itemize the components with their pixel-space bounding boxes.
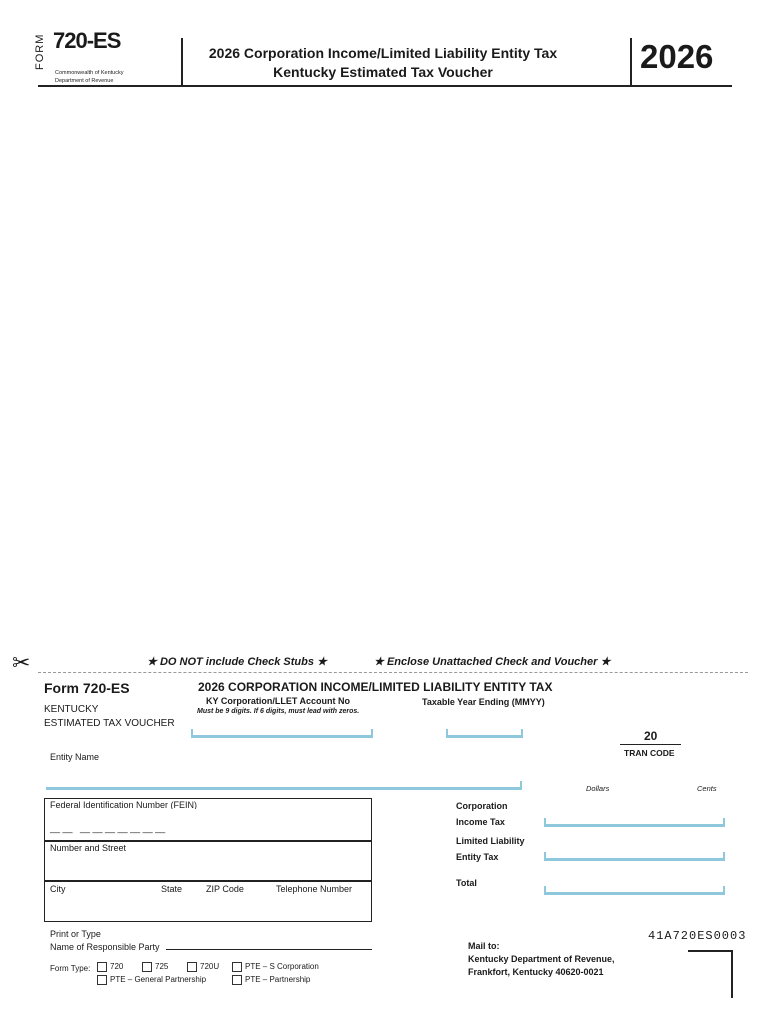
form-type-720[interactable]: 720: [97, 962, 123, 972]
voucher-subtitle: ESTIMATED TAX VOUCHER: [44, 718, 175, 729]
corp-label-1: Corporation: [456, 801, 508, 811]
state-label: State: [161, 884, 183, 894]
entity-name-label: Entity Name: [50, 752, 100, 762]
checkbox[interactable]: [232, 975, 242, 985]
total-field[interactable]: [544, 892, 725, 895]
city-label: City: [50, 884, 66, 894]
mail-address-line-2: Frankfort, Kentucky 40620-0021: [468, 967, 604, 977]
zip-label: ZIP Code: [206, 884, 244, 894]
form-type-pte-general-partnership[interactable]: PTE – General Partnership: [97, 975, 206, 985]
star-icon: ★: [147, 656, 157, 668]
account-number-field[interactable]: [191, 735, 373, 738]
header-rule: [38, 85, 732, 87]
form-type-pte-s-corp[interactable]: PTE – S Corporation: [232, 962, 319, 972]
header-divider-right: [630, 38, 632, 86]
year-prefix: 20: [644, 729, 658, 743]
mail-address-line-1: Kentucky Department of Revenue,: [468, 954, 615, 964]
form-type-pte-partnership[interactable]: PTE – Partnership: [232, 975, 310, 985]
corp-income-tax-field[interactable]: [544, 824, 725, 827]
address-box: [44, 798, 372, 922]
voucher-state: KENTUCKY: [44, 704, 99, 715]
llet-label-1: Limited Liability: [456, 836, 525, 846]
agency-line-2: Department of Revenue: [55, 78, 114, 84]
total-label: Total: [456, 878, 477, 888]
checkbox[interactable]: [97, 975, 107, 985]
corp-label-2: Income Tax: [456, 817, 505, 827]
account-note: Must be 9 digits. If 6 digits, must lead with zeros.: [197, 708, 360, 715]
form-type-725[interactable]: 725: [142, 962, 168, 972]
star-icon: ★: [317, 656, 327, 668]
form-number: 720-ES: [53, 28, 121, 53]
phone-label: Telephone Number: [276, 884, 353, 894]
year-prefix-rule: [620, 744, 681, 745]
checkbox[interactable]: [232, 962, 242, 972]
form-type-label: Form Type:: [50, 964, 91, 973]
checkbox[interactable]: [97, 962, 107, 972]
form-label: FORM: [34, 33, 46, 70]
print-label-2: Name of Responsible Party: [50, 942, 160, 952]
taxable-year-field[interactable]: [446, 735, 523, 738]
llet-tax-field[interactable]: [544, 858, 725, 861]
star-icon: ★: [600, 656, 611, 668]
corner-mark: [688, 950, 733, 952]
cents-label: Cents: [697, 784, 717, 793]
taxable-year-label: Taxable Year Ending (MMYY): [422, 697, 545, 707]
form-type-720u[interactable]: 720U: [187, 962, 219, 972]
account-label: KY Corporation/LLET Account No: [206, 696, 350, 706]
scissors-icon: ✂: [12, 650, 31, 675]
llet-label-2: Entity Tax: [456, 852, 499, 862]
fein-label: Federal Identification Number (FEIN): [50, 800, 198, 809]
header-year: 2026: [640, 38, 714, 75]
mail-to-label: Mail to:: [468, 941, 500, 951]
street-label: Number and Street: [50, 843, 127, 853]
note-enclose-check: ★ Enclose Unattached Check and Voucher ★: [374, 656, 611, 668]
cut-line: [38, 672, 748, 673]
voucher-form-title: Form 720-ES: [44, 680, 130, 696]
star-icon: ★: [374, 656, 384, 668]
entity-name-field[interactable]: [46, 787, 522, 790]
note-no-check-stubs: ★ DO NOT include Check Stubs ★: [147, 656, 327, 668]
print-label-1: Print or Type: [50, 929, 101, 939]
checkbox[interactable]: [142, 962, 152, 972]
dollars-label: Dollars: [586, 784, 610, 793]
scan-code: 41A720ES0003: [648, 929, 747, 943]
voucher-main-title: 2026 CORPORATION INCOME/LIMITED LIABILITY ENTITY TAX: [198, 680, 553, 694]
header-title-line-2: Kentucky Estimated Tax Voucher: [273, 64, 493, 80]
responsible-party-field[interactable]: [166, 949, 372, 950]
tran-code-label: TRAN CODE: [624, 748, 675, 758]
header-title-line-1: 2026 Corporation Income/Limited Liability Entity Tax: [208, 45, 558, 61]
fein-field[interactable]: __ __ __ __ __ __ __ __ __: [50, 823, 166, 833]
agency-line-1: Commonwealth of Kentucky: [55, 70, 124, 76]
checkbox[interactable]: [187, 962, 197, 972]
